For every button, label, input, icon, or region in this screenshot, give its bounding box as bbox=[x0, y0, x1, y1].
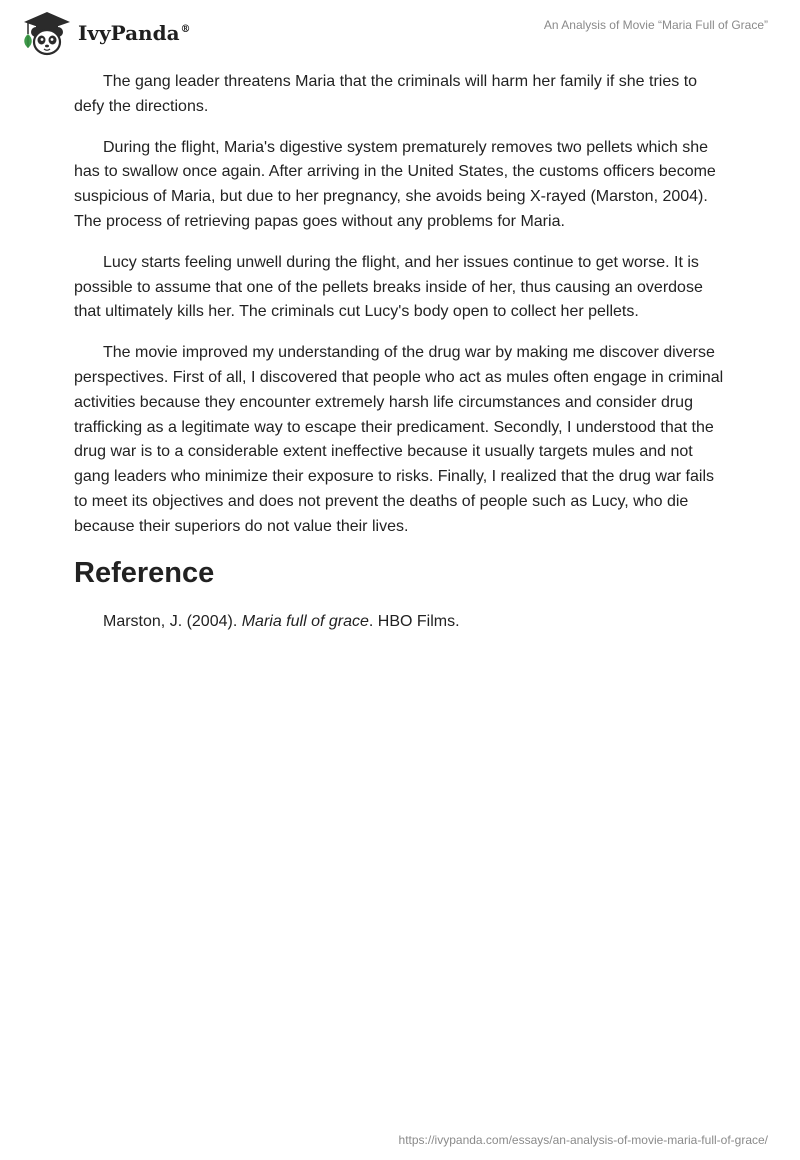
brand-name: IvyPanda® bbox=[78, 21, 191, 45]
reference-author-year: Marston, J. (2004). bbox=[103, 612, 242, 630]
registered-mark: ® bbox=[180, 24, 191, 36]
reference-title: Maria full of grace bbox=[241, 612, 369, 630]
reference-publisher: . HBO Films. bbox=[368, 612, 460, 630]
ivypanda-logo[interactable] bbox=[14, 8, 191, 58]
body-paragraph: During the flight, Maria's digestive system prematurely removes two pellets which she has to swallow once again. After arriving in the United States, the customs officers become suspicious of Maria, but due to her pregnancy, she avoids being X-rayed (Marston, 2004). The process of retrieving papas goes without any problems for Maria. bbox=[74, 138, 716, 230]
body-paragraph: The movie improved my understanding of the drug war by making me discover diverse perspectives. First of all, I discovered that people who act as mules often engage in criminal activities because they encounter extremely harsh life circumstances and consider drug trafficking as a legitimate way to escape their predicament. Secondly, I understood that the drug war is to a considerable extent ineffective because it usually targets mules and not gang leaders who minimize their exposure to risks. Finally, I realized that the drug war fails to meet its objectives and does not prevent the deaths of people such as Lucy, who die because their superiors do not value their lives. bbox=[74, 344, 724, 535]
reference-entry bbox=[74, 610, 728, 634]
reference-heading: Reference bbox=[74, 556, 215, 589]
document-title: An Analysis of Movie “Maria Full of Grace” bbox=[543, 18, 768, 32]
body-paragraph: The gang leader threatens Maria that the criminals will harm her family if she tries to defy the directions. bbox=[74, 73, 698, 115]
source-url-link[interactable]: https://ivypanda.com/essays/an-analysis-of-movie-maria-full-of-grace/ bbox=[398, 1133, 768, 1147]
page-header bbox=[0, 0, 800, 64]
panda-graduate-icon bbox=[14, 8, 76, 58]
body-paragraph: Lucy starts feeling unwell during the flight, and her issues continue to get worse. It is possible to assume that one of the pellets breaks inside of her, thus causing an overdose that ultimately kills her. The criminals cut Lucy's body open to collect her pellets. bbox=[74, 253, 703, 321]
essay-content bbox=[74, 70, 728, 634]
